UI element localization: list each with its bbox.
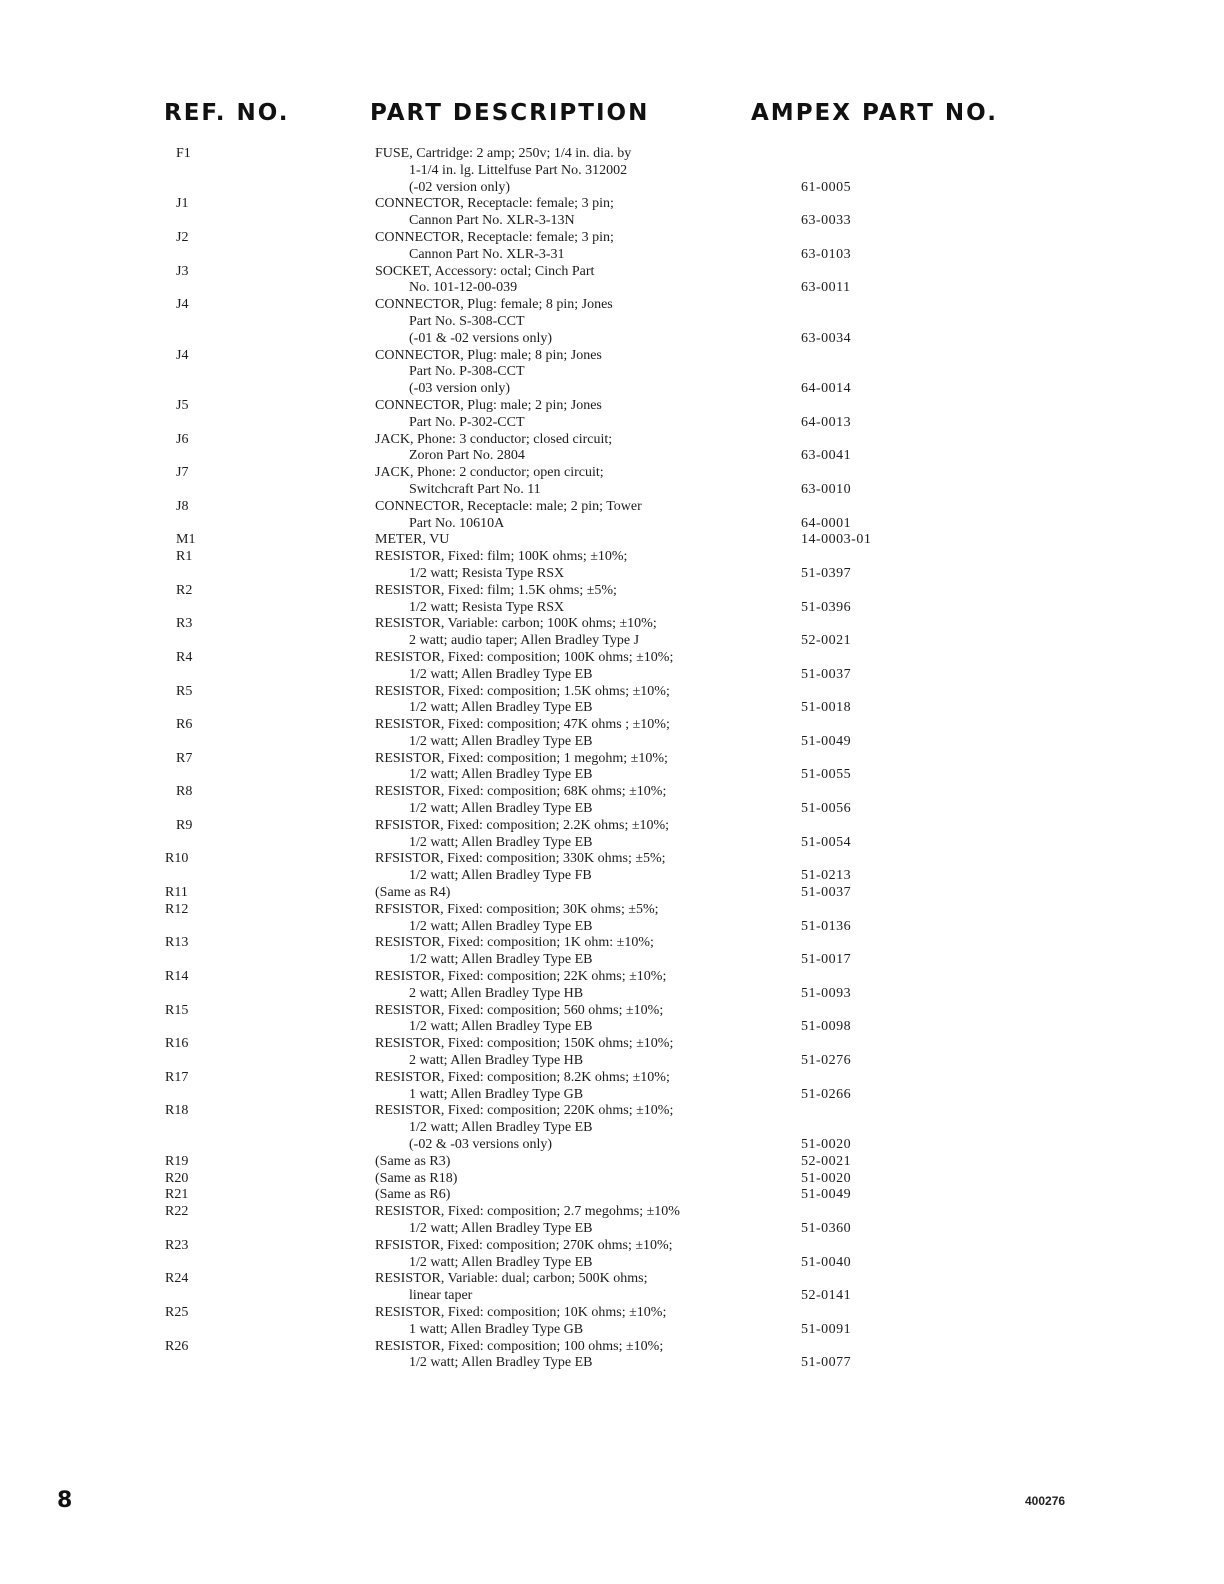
part-row <box>0 616 1224 650</box>
ampex-part-no: 63-0034 <box>801 330 852 346</box>
part-description <box>375 751 785 785</box>
ampex-part-no: 51-0018 <box>801 700 852 716</box>
parts-list <box>0 146 1224 1372</box>
description-line: RESISTOR, Fixed: composition; 100K ohms; ±10%; <box>375 649 674 665</box>
part-description <box>375 549 785 583</box>
part-row <box>0 1036 1224 1070</box>
ref-no: J5 <box>176 397 189 413</box>
part-description <box>375 264 785 298</box>
description-line: RFSISTOR, Fixed: composition; 270K ohms; ±10%; <box>375 1237 673 1253</box>
ref-no: J2 <box>176 229 189 245</box>
ref-no: R19 <box>165 1153 189 1169</box>
part-description <box>375 348 785 398</box>
part-description <box>375 146 785 196</box>
ampex-part-no: 14-0003-01 <box>801 532 872 548</box>
ref-no: R5 <box>176 683 193 699</box>
description-line: 2 watt; audio taper; Allen Bradley Type J <box>409 633 640 649</box>
description-line: 1/2 watt; Allen Bradley Type EB <box>409 666 593 682</box>
part-description-header: PART DESCRIPTION <box>370 100 650 126</box>
part-description <box>375 684 785 718</box>
ampex-part-no: 51-0020 <box>801 1137 852 1153</box>
description-line: RFSISTOR, Fixed: composition; 30K ohms; ±5%; <box>375 901 659 917</box>
description-line: Switchcraft Part No. 11 <box>409 481 541 497</box>
description-line: RESISTOR, Variable: carbon; 100K ohms; ±10%; <box>375 616 657 632</box>
ref-no: R22 <box>165 1204 189 1220</box>
ref-no: J4 <box>176 297 189 313</box>
description-line: 1/2 watt; Allen Bradley Type EB <box>409 767 593 783</box>
part-description <box>375 499 785 533</box>
part-description <box>375 1171 785 1188</box>
ref-no: J6 <box>176 431 189 447</box>
part-row <box>0 1204 1224 1238</box>
description-line: CONNECTOR, Receptacle: female; 3 pin; <box>375 196 614 212</box>
ampex-part-no: 64-0001 <box>801 515 852 531</box>
part-row <box>0 784 1224 818</box>
part-row <box>0 230 1224 264</box>
part-description <box>375 432 785 466</box>
description-line: 1 watt; Allen Bradley Type GB <box>409 1321 584 1337</box>
ampex-part-no: 51-0397 <box>801 565 852 581</box>
ref-no: R12 <box>165 901 189 917</box>
description-line: RFSISTOR, Fixed: composition; 330K ohms; ±5%; <box>375 851 666 867</box>
description-line: 1/2 watt; Allen Bradley Type EB <box>409 1355 593 1371</box>
ref-no: R23 <box>165 1237 189 1253</box>
description-line: CONNECTOR, Plug: male; 8 pin; Jones <box>375 347 602 363</box>
description-line: 1/2 watt; Allen Bradley Type EB <box>409 1221 593 1236</box>
description-line: SOCKET, Accessory: octal; Cinch Part <box>375 263 595 279</box>
ampex-part-no: 51-0077 <box>801 1355 852 1371</box>
ampex-part-no: 51-0040 <box>801 1254 852 1270</box>
document-number: 400276 <box>1025 1494 1066 1508</box>
description-line: RESISTOR, Fixed: composition; 10K ohms; ±10%; <box>375 1304 667 1320</box>
part-description <box>375 1036 785 1070</box>
part-description <box>375 885 785 902</box>
part-description <box>375 1204 785 1238</box>
part-description <box>375 969 785 1003</box>
ampex-part-no: 63-0103 <box>801 246 852 262</box>
description-line: Part No. 10610A <box>409 515 505 531</box>
part-description <box>375 1070 785 1104</box>
ampex-part-no: 63-0041 <box>801 448 852 464</box>
description-line: CONNECTOR, Receptacle: female; 3 pin; <box>375 229 614 245</box>
part-description <box>375 1187 785 1204</box>
ref-no: J3 <box>176 263 189 279</box>
part-description <box>375 818 785 852</box>
page-number: 8 <box>57 1488 73 1513</box>
ref-no: R13 <box>165 935 189 951</box>
part-row <box>0 1187 1224 1204</box>
part-row <box>0 1271 1224 1305</box>
ampex-part-no: 51-0360 <box>801 1221 852 1236</box>
description-line: (Same as R6) <box>375 1187 451 1203</box>
description-line: Part No. S-308-CCT <box>409 313 525 329</box>
part-row <box>0 885 1224 902</box>
part-row <box>0 969 1224 1003</box>
ref-no: R16 <box>165 1036 189 1052</box>
ampex-part-no: 51-0054 <box>801 834 852 850</box>
description-line: linear taper <box>409 1288 473 1304</box>
ampex-part-no-header: AMPEX PART NO. <box>751 100 998 126</box>
description-line: (Same as R18) <box>375 1170 458 1186</box>
ref-no: R24 <box>165 1271 189 1287</box>
description-line: (-03 version only) <box>409 381 511 397</box>
part-description <box>375 851 785 885</box>
ampex-part-no: 51-0266 <box>801 1086 852 1102</box>
description-line: CONNECTOR, Plug: female; 8 pin; Jones <box>375 297 613 313</box>
ref-no: R17 <box>165 1069 189 1085</box>
description-line: 1/2 watt; Allen Bradley Type EB <box>409 834 593 850</box>
part-description <box>375 616 785 650</box>
part-row <box>0 348 1224 398</box>
part-row <box>0 264 1224 298</box>
description-line: RESISTOR, Fixed: composition; 1K ohm: ±10%; <box>375 935 654 951</box>
description-line: RESISTOR, Fixed: composition; 8.2K ohms; ±10%; <box>375 1069 670 1085</box>
ref-no: R20 <box>165 1170 189 1186</box>
description-line: RESISTOR, Variable: dual; carbon; 500K ohms; <box>375 1271 648 1287</box>
part-row <box>0 717 1224 751</box>
part-row <box>0 751 1224 785</box>
ampex-part-no: 51-0098 <box>801 1019 852 1035</box>
part-row <box>0 1171 1224 1188</box>
description-line: RESISTOR, Fixed: composition; 150K ohms; ±10%; <box>375 1036 674 1052</box>
part-row <box>0 465 1224 499</box>
description-line: No. 101-12-00-039 <box>409 280 518 296</box>
description-line: RESISTOR, Fixed: composition; 22K ohms; ±10%; <box>375 969 667 985</box>
part-row <box>0 684 1224 718</box>
description-line: JACK, Phone: 2 conductor; open circuit; <box>375 465 604 481</box>
ampex-part-no: 63-0033 <box>801 213 852 229</box>
description-line: RESISTOR, Fixed: composition; 560 ohms; ±10%; <box>375 1002 664 1018</box>
part-row <box>0 1070 1224 1104</box>
description-line: Part No. P-302-CCT <box>409 414 525 430</box>
ref-no: R1 <box>176 549 193 565</box>
description-line: (-01 & -02 versions only) <box>409 330 553 346</box>
part-row <box>0 499 1224 533</box>
part-row <box>0 1103 1224 1153</box>
ampex-part-no: 64-0013 <box>801 414 852 430</box>
part-row <box>0 398 1224 432</box>
description-line: CONNECTOR, Plug: male; 2 pin; Jones <box>375 397 602 413</box>
ampex-part-no: 51-0136 <box>801 918 852 934</box>
part-row <box>0 650 1224 684</box>
part-row <box>0 297 1224 347</box>
ampex-part-no: 51-0213 <box>801 868 852 884</box>
part-row <box>0 1339 1224 1373</box>
part-row <box>0 851 1224 885</box>
part-description <box>375 935 785 969</box>
description-line: 1-1/4 in. lg. Littelfuse Part No. 312002 <box>409 162 628 178</box>
part-description <box>375 297 785 347</box>
ref-no: R25 <box>165 1304 189 1320</box>
description-line: RESISTOR, Fixed: composition; 220K ohms; ±10%; <box>375 1103 674 1119</box>
ref-no: R26 <box>165 1338 189 1354</box>
part-row <box>0 902 1224 936</box>
ref-no: R8 <box>176 784 193 800</box>
description-line: JACK, Phone: 3 conductor; closed circuit; <box>375 431 613 447</box>
part-description <box>375 465 785 499</box>
part-description <box>375 1103 785 1153</box>
ref-no: F1 <box>176 146 191 161</box>
part-row <box>0 1305 1224 1339</box>
description-line: RESISTOR, Fixed: composition; 1.5K ohms; ±10%; <box>375 683 670 699</box>
ampex-part-no: 51-0091 <box>801 1321 852 1337</box>
part-description <box>375 230 785 264</box>
description-line: (Same as R3) <box>375 1153 451 1169</box>
ampex-part-no: 51-0037 <box>801 666 852 682</box>
part-description <box>375 1305 785 1339</box>
ref-no: R4 <box>176 649 193 665</box>
description-line: 1/2 watt; Allen Bradley Type EB <box>409 952 593 968</box>
ampex-part-no: 52-0021 <box>801 1153 852 1169</box>
ampex-part-no: 51-0049 <box>801 1187 852 1203</box>
ref-no: R9 <box>176 817 193 833</box>
ref-no: J4 <box>176 347 189 363</box>
part-description <box>375 784 785 818</box>
ampex-part-no: 52-0141 <box>801 1288 852 1304</box>
part-row <box>0 549 1224 583</box>
ampex-part-no: 51-0049 <box>801 733 852 749</box>
ampex-part-no: 52-0021 <box>801 633 852 649</box>
ampex-part-no: 61-0005 <box>801 179 852 195</box>
description-line: 1/2 watt; Allen Bradley Type EB <box>409 1019 593 1035</box>
ampex-part-no: 51-0055 <box>801 767 852 783</box>
part-description <box>375 902 785 936</box>
part-row <box>0 935 1224 969</box>
ampex-part-no: 51-0056 <box>801 801 852 817</box>
description-line: (-02 version only) <box>409 179 511 195</box>
ref-no: R15 <box>165 1002 189 1018</box>
ref-no: R7 <box>176 750 193 766</box>
description-line: (-02 & -03 versions only) <box>409 1137 553 1153</box>
description-line: 1/2 watt; Allen Bradley Type EB <box>409 700 593 716</box>
description-line: 1/2 watt; Resista Type RSX <box>409 599 565 615</box>
ampex-part-no: 51-0396 <box>801 599 852 615</box>
part-row <box>0 532 1224 549</box>
part-row <box>0 146 1224 196</box>
ref-no: R21 <box>165 1187 189 1203</box>
part-row <box>0 1003 1224 1037</box>
description-line: RESISTOR, Fixed: film; 100K ohms; ±10%; <box>375 549 628 565</box>
description-line: 1/2 watt; Resista Type RSX <box>409 565 565 581</box>
ampex-part-no: 64-0014 <box>801 381 852 397</box>
part-description <box>375 532 785 549</box>
description-line: Cannon Part No. XLR-3-31 <box>409 246 565 262</box>
ref-no: J7 <box>176 465 189 481</box>
ref-no: M1 <box>176 532 196 548</box>
description-line: 1/2 watt; Allen Bradley Type FB <box>409 868 592 884</box>
description-line: RESISTOR, Fixed: film; 1.5K ohms; ±5%; <box>375 582 617 598</box>
description-line: Part No. P-308-CCT <box>409 364 525 380</box>
description-line: RESISTOR, Fixed: composition; 100 ohms; ±10%; <box>375 1338 664 1354</box>
part-description <box>375 1271 785 1305</box>
part-row <box>0 1154 1224 1171</box>
part-description <box>375 583 785 617</box>
description-line: 2 watt; Allen Bradley Type HB <box>409 985 584 1001</box>
description-line: CONNECTOR, Receptacle: male; 2 pin; Tower <box>375 498 642 514</box>
part-description <box>375 1238 785 1272</box>
ref-no: R18 <box>165 1103 189 1119</box>
ref-no: J1 <box>176 196 189 212</box>
description-line: (Same as R4) <box>375 885 451 901</box>
description-line: 1/2 watt; Allen Bradley Type EB <box>409 1254 593 1270</box>
ampex-part-no: 51-0276 <box>801 1053 852 1069</box>
description-line: RESISTOR, Fixed: composition; 47K ohms ; ±10%; <box>375 717 670 733</box>
ref-no: R2 <box>176 582 193 598</box>
part-description <box>375 650 785 684</box>
part-description <box>375 196 785 230</box>
part-row <box>0 818 1224 852</box>
ampex-part-no: 51-0020 <box>801 1170 852 1186</box>
ref-no-header: REF. NO. <box>164 100 290 126</box>
description-line: 1/2 watt; Allen Bradley Type EB <box>409 918 593 934</box>
ampex-part-no: 51-0037 <box>801 885 852 901</box>
part-row <box>0 1238 1224 1272</box>
ampex-part-no: 51-0017 <box>801 952 852 968</box>
part-description <box>375 398 785 432</box>
ref-no: R3 <box>176 616 193 632</box>
description-line: RESISTOR, Fixed: composition; 68K ohms; ±10%; <box>375 784 667 800</box>
description-line: 1 watt; Allen Bradley Type GB <box>409 1086 584 1102</box>
part-description <box>375 717 785 751</box>
description-line: FUSE, Cartridge: 2 amp; 250v; 1/4 in. dia. by <box>375 146 632 161</box>
part-description <box>375 1339 785 1373</box>
description-line: Cannon Part No. XLR-3-13N <box>409 213 575 229</box>
ref-no: R11 <box>165 885 188 901</box>
ref-no: R6 <box>176 717 193 733</box>
part-row <box>0 583 1224 617</box>
part-description <box>375 1154 785 1171</box>
description-line: METER, VU <box>375 532 450 548</box>
ref-no: R14 <box>165 969 189 985</box>
description-line: RESISTOR, Fixed: composition; 1 megohm; ±10%; <box>375 750 668 766</box>
ampex-part-no: 63-0011 <box>801 280 851 296</box>
description-line: Zoron Part No. 2804 <box>409 448 525 464</box>
description-line: 1/2 watt; Allen Bradley Type EB <box>409 733 593 749</box>
part-description <box>375 1003 785 1037</box>
part-row <box>0 196 1224 230</box>
ref-no: J8 <box>176 498 189 514</box>
description-line: RFSISTOR, Fixed: composition; 2.2K ohms; ±10%; <box>375 817 670 833</box>
description-line: 1/2 watt; Allen Bradley Type EB <box>409 1120 593 1136</box>
ampex-part-no: 63-0010 <box>801 481 852 497</box>
ampex-part-no: 51-0093 <box>801 985 852 1001</box>
description-line: 1/2 watt; Allen Bradley Type EB <box>409 801 593 817</box>
description-line: 2 watt; Allen Bradley Type HB <box>409 1053 584 1069</box>
ref-no: R10 <box>165 851 189 867</box>
description-line: RESISTOR, Fixed: composition; 2.7 megohms; ±10% <box>375 1204 680 1220</box>
part-row <box>0 432 1224 466</box>
